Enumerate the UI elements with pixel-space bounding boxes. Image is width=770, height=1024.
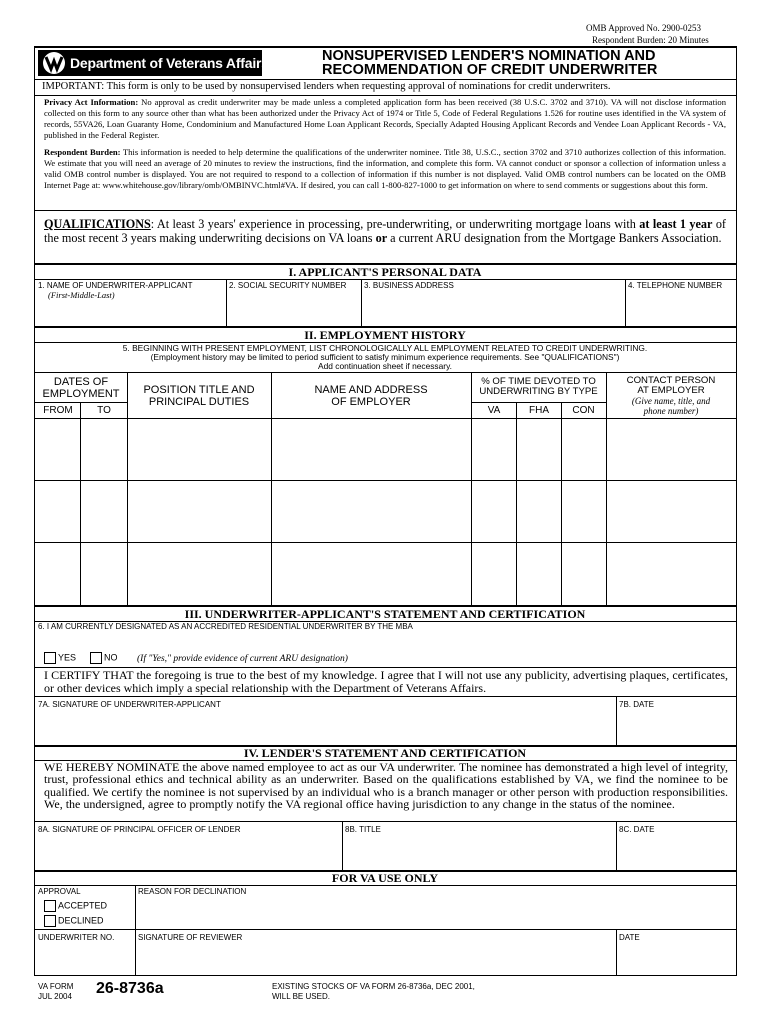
- business-address-label: 3. BUSINESS ADDRESS: [364, 281, 454, 290]
- va-use-title: FOR VA USE ONLY: [331, 871, 439, 885]
- respondent-burden-time: Respondent Burden: 20 Minutes: [592, 35, 709, 45]
- declined-label: DECLINED: [58, 915, 104, 926]
- privacy-act-info: [44, 97, 726, 141]
- employment-row[interactable]: [36, 419, 734, 479]
- con-header: CON: [572, 405, 595, 416]
- mba-question: 6. I AM CURRENTLY DESIGNATED AS AN ACCREDITED RESIDENTIAL UNDERWRITER BY THE MBA: [38, 622, 413, 631]
- position-header-l2: PRINCIPAL DUTIES: [148, 396, 250, 408]
- contact-header: [607, 376, 735, 416]
- underwriter-number-field[interactable]: [36, 944, 134, 974]
- dates-header-l2: EMPLOYMENT: [42, 388, 120, 400]
- declination-reason-field[interactable]: [137, 898, 733, 928]
- existing-stocks-note-l2: WILL BE USED.: [272, 992, 330, 1001]
- aru-evidence-note: (If "Yes," provide evidence of current ARU designation): [137, 654, 348, 664]
- continuation-note: Add continuation sheet if necessary.: [318, 361, 452, 371]
- declination-reason-label: REASON FOR DECLINATION: [138, 887, 247, 896]
- reviewer-date-label: DATE: [619, 933, 640, 942]
- telephone-label: 4. TELEPHONE NUMBER: [628, 281, 723, 290]
- position-header-l1: POSITION TITLE AND: [143, 384, 255, 396]
- va-header: VA: [487, 405, 501, 416]
- lender-title-field[interactable]: [344, 836, 614, 868]
- section-1-title: I. APPLICANT'S PERSONAL DATA: [288, 265, 482, 279]
- lender-title-label: 8B. TITLE: [345, 825, 381, 834]
- reviewer-signature-field[interactable]: [137, 944, 614, 974]
- contact-header-l4: phone number): [643, 406, 699, 416]
- privacy-act-label: Privacy Act Information:: [44, 97, 139, 107]
- accepted-checkbox[interactable]: [44, 900, 56, 912]
- qualifications-text-c: a current ARU designation from the Mortgage Bankers Association.: [387, 230, 722, 245]
- pct-time-header-l2: UNDERWRITING BY TYPE: [479, 386, 598, 397]
- agency-name: Department of Veterans Affairs: [70, 55, 269, 71]
- footer-edition: JUL 2004: [38, 992, 72, 1001]
- va-seal-icon: [40, 51, 68, 75]
- applicant-certification: I CERTIFY THAT the foregoing is true to the best of my knowledge. I agree that I will not use any publicity, advertising plaques, certificates, or other devices which imply a special relationship with the Department of Veterans Affairs.: [44, 668, 728, 695]
- reviewer-date-field[interactable]: [618, 944, 734, 974]
- footer-va-form: VA FORM: [38, 982, 74, 991]
- applicant-signature-field[interactable]: [36, 711, 614, 743]
- section-2-title: II. EMPLOYMENT HISTORY: [304, 328, 466, 342]
- lender-signature-field[interactable]: [36, 836, 340, 868]
- ssn-field[interactable]: [228, 292, 360, 326]
- mba-no-label: NO: [104, 652, 118, 663]
- underwriter-number-label: UNDERWRITER NO.: [38, 933, 115, 942]
- employer-header-l2: OF EMPLOYER: [331, 396, 411, 408]
- declined-option[interactable]: [44, 915, 104, 927]
- form-title-line1: NONSUPERVISED LENDER'S NOMINATION AND: [322, 48, 656, 64]
- qualifications-label: QUALIFICATIONS: [44, 217, 151, 231]
- accepted-label: ACCEPTED: [58, 900, 108, 911]
- mba-no-checkbox[interactable]: [90, 652, 102, 664]
- important-notice: IMPORTANT: This form is only to be used by nonsupervised lenders when requesting approval of nominations for credit underwriters.: [42, 81, 611, 92]
- form-number: 26-8736a: [96, 980, 164, 997]
- dates-header-l1: DATES OF: [53, 376, 109, 388]
- respondent-burden-text: This information is needed to help determine the qualifications of the underwriter nominee. Title 38, U.S.C., section 3702 and 3710 authorizes collection of this information. We estimate that you will need an average of 20 minutes to review the instructions, find the information, and complete this form. VA cannot conduct or sponsor a collection of information unless a valid OMB control number is displayed. You are not required to respond to a collection of information if this number is not displayed. Valid OMB control numbers can be located on the OMB Internet Page at: www.whitehouse.gov/library/omb/OMBINVC.html#VA. If desired, you can call 1-800-827-1000 to get information on where to send comments or suggestions about this form.: [44, 147, 726, 190]
- applicant-name-sublabel: (First-Middle-Last): [48, 290, 115, 300]
- employer-header: [272, 384, 470, 408]
- lender-certification: WE HEREBY NOMINATE the above named employee to act as our VA underwriter. The nominee has demonstrated a high level of integrity, trust, professional ethics and technical ability as an underwriter. Based on the qualifications established by VA, we find the nominee to be qualified. We certify the nominee is not supervised by an individual who is a branch manager or other person with production responsibilities. We, the undersigned, agree to promptly notify the VA regional office having jurisdiction to any change in the status of the nominee.: [44, 760, 728, 811]
- qualifications-text-a: : At least 3 years' experience in processing, pre-underwriting, or underwriting mortgage loans with: [150, 217, 640, 231]
- declined-checkbox[interactable]: [44, 915, 56, 927]
- qualifications-bold-b: or: [375, 230, 388, 245]
- lender-signature-label: 8A. SIGNATURE OF PRINCIPAL OFFICER OF LENDER: [38, 825, 241, 834]
- respondent-burden-label: Respondent Burden:: [44, 147, 121, 157]
- omb-approval: OMB Approved No. 2900-0253: [586, 23, 701, 33]
- fha-header: FHA: [529, 405, 549, 416]
- section-4-title: IV. LENDER'S STATEMENT AND CERTIFICATION: [243, 746, 527, 760]
- to-header: TO: [97, 405, 111, 416]
- lender-date-field[interactable]: [618, 836, 734, 868]
- qualifications-text-b: of the most recent 3 years making underwriting decisions on VA loans: [44, 217, 726, 245]
- business-address-field[interactable]: [363, 292, 623, 326]
- applicant-name-field[interactable]: [36, 300, 224, 326]
- form-title-line2: RECOMMENDATION OF CREDIT UNDERWRITER: [322, 62, 658, 78]
- employer-header-l1: NAME AND ADDRESS: [314, 384, 428, 396]
- mba-yes-label: YES: [58, 652, 77, 663]
- employment-row[interactable]: [36, 543, 734, 605]
- qualifications: [44, 218, 726, 245]
- section-3-title: III. UNDERWRITER-APPLICANT'S STATEMENT AND CERTIFICATION: [184, 607, 586, 621]
- approval-label: APPROVAL: [38, 887, 81, 896]
- accepted-option[interactable]: [44, 900, 107, 912]
- mba-no-option[interactable]: [90, 652, 118, 664]
- applicant-signature-label: 7A. SIGNATURE OF UNDERWRITER-APPLICANT: [38, 700, 221, 709]
- applicant-date-field[interactable]: [618, 711, 734, 743]
- pct-time-header-l1: % OF TIME DEVOTED TO: [481, 376, 596, 387]
- employment-row[interactable]: [36, 481, 734, 541]
- contact-header-l3: (Give name, title, and: [631, 396, 711, 406]
- dates-header: [36, 376, 126, 400]
- respondent-burden-info: [44, 147, 726, 191]
- va-logo: [38, 50, 269, 76]
- qualifications-bold-a: at least 1 year: [639, 217, 713, 231]
- ssn-label: 2. SOCIAL SECURITY NUMBER: [229, 281, 347, 290]
- contact-header-l1: CONTACT PERSON: [626, 375, 716, 386]
- contact-header-l2: AT EMPLOYER: [637, 385, 705, 396]
- existing-stocks-note-l1: EXISTING STOCKS OF VA FORM 26-8736a, DEC 2001,: [272, 982, 475, 991]
- mba-yes-checkbox[interactable]: [44, 652, 56, 664]
- applicant-date-label: 7B. DATE: [619, 700, 654, 709]
- applicant-name-label: 1. NAME OF UNDERWRITER-APPLICANT: [38, 281, 193, 290]
- employment-instruction: 5. BEGINNING WITH PRESENT EMPLOYMENT, LIST CHRONOLOGICALLY ALL EMPLOYMENT RELATED TO CREDIT UNDERWRITING.: [122, 343, 648, 353]
- mba-yes-option[interactable]: [44, 652, 76, 664]
- from-header: FROM: [43, 405, 73, 416]
- lender-date-label: 8C. DATE: [619, 825, 655, 834]
- reviewer-signature-label: SIGNATURE OF REVIEWER: [138, 933, 243, 942]
- position-header: [128, 384, 270, 408]
- pct-time-header: [472, 377, 605, 397]
- employment-instruction-note: (Employment history may be limited to period sufficient to satisfy minimum experience requirements. See "QUALIFICATIONS"): [150, 352, 620, 362]
- privacy-act-text: No approval as credit underwriter may be made unless a completed application form has been received (38 U.S.C. 3702 and 3710). VA will not disclose information collected on this form to any source other than what has been authorized under the Privacy Act of 1974 or Title 5, Code of Federal Regulations 1.526 for routine uses identified in the VA system of records, 55VA26, Loan Guaranty Home, Condominium and Manufactured Home Loan Applicant Records, Specially Adapted Housing Applicant Records and Vendee Loan Applicant Records - VA, published in the Federal Register.: [44, 97, 726, 140]
- telephone-field[interactable]: [627, 292, 735, 326]
